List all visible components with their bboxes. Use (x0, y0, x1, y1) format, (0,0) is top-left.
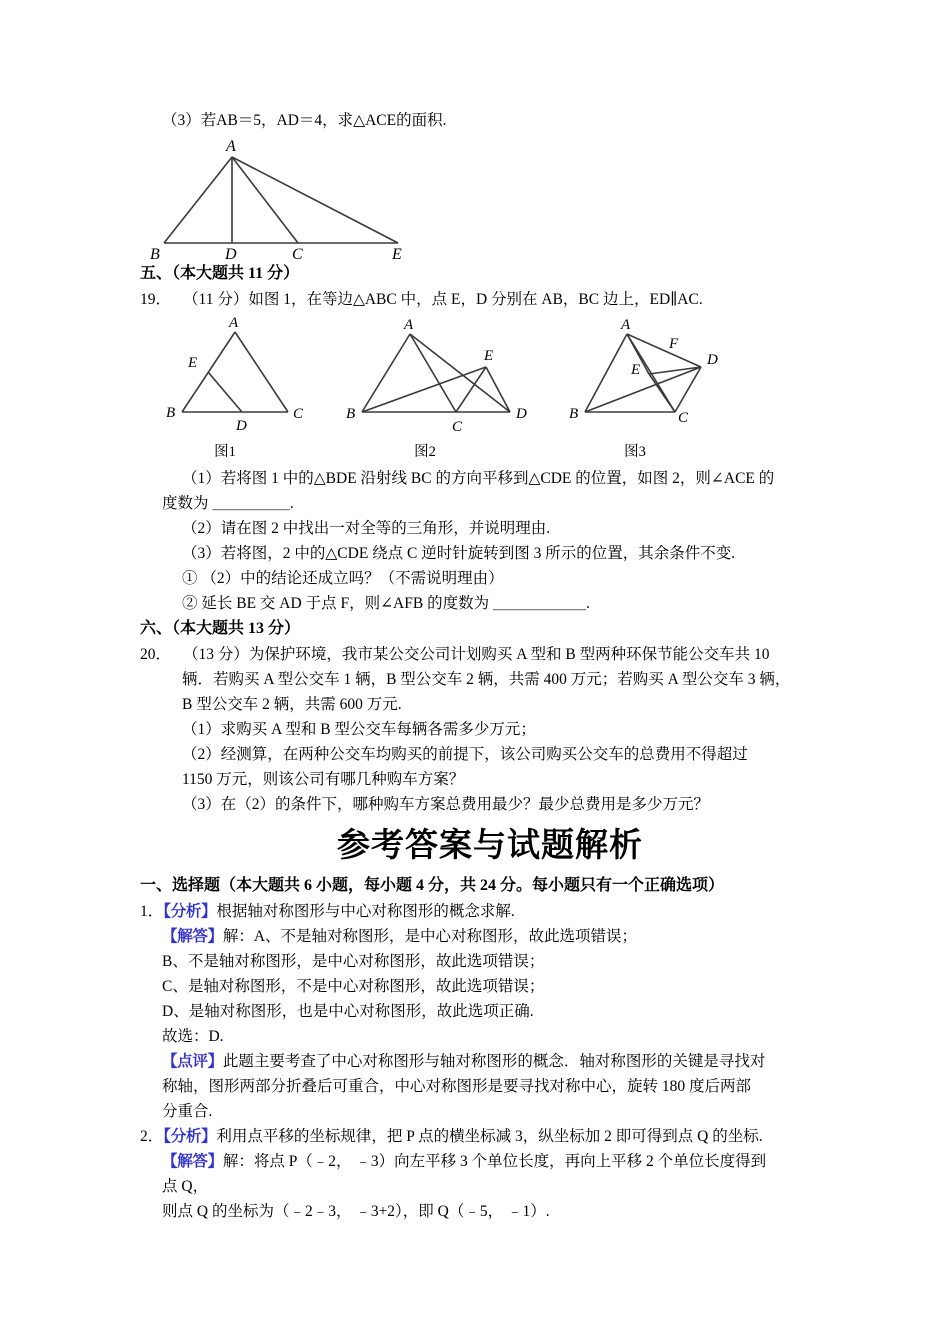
answer-2-answer-line (140, 1149, 840, 1174)
figure-2-label-E: E (484, 348, 494, 364)
question-20-line-2: 辆．若购买 A 型公交车 1 辆，B 型公交车 2 辆，共需 400 万元；若购买 A 型公交车 3 辆， (182, 671, 791, 688)
figure-captions-row (140, 440, 840, 466)
analysis-marker: 【分析】 (163, 903, 217, 920)
figure-1-caption: 图1 (214, 444, 236, 460)
q19-part-3-sub2: ② 延长 BE 交 AD 于点 F，则∠AFB 的度数为 ＿＿＿＿＿＿. (182, 595, 590, 612)
figure-label-A: A (226, 138, 236, 155)
answer-1-analysis-line (140, 899, 840, 924)
figure-1-label-C: C (293, 406, 304, 422)
answer-1-analysis-text: 根据轴对称图形与中心对称图形的概念求解. (216, 903, 515, 920)
question-20-line-1 (140, 642, 840, 667)
question-20-part-2b: 1150 万元，则该公司有哪几种购车方案？ (182, 771, 465, 788)
figure-1-label-A: A (229, 315, 239, 331)
q19-part-2: （2）请在图 2 中找出一对全等的三角形，并说明理由. (182, 520, 551, 537)
page-content (140, 108, 840, 1224)
question-20-number: 20． (140, 646, 172, 663)
figure-label-D: D (225, 246, 237, 261)
answer-1-comment-line-3: 分重合. (162, 1103, 213, 1120)
question-19-stem: （11 分）如图 1，在等边△ABC 中，点 E，D 分别在 AB，BC 边上，ED∥AC. (183, 291, 703, 308)
answer-1-comment-line (140, 1049, 840, 1074)
figure-3-label-B: B (569, 406, 579, 422)
figure-triangle-abdce-svg (140, 135, 440, 261)
figure-1-label-D: D (236, 418, 247, 434)
answer-2-analysis-line (140, 1124, 840, 1149)
comment-marker: 【点评】 (162, 1053, 223, 1070)
question-19-number: 19． (140, 291, 172, 308)
figure-2-label-B: B (346, 406, 356, 422)
answers-section-heading: 一、选择题（本大题共 6 小题，每小题 4 分，共 24 分。每小题只有一个正确选项） (140, 877, 725, 894)
figure-3-label-C: C (678, 410, 689, 426)
answer-1-comment-line-2: 称轴，图形两部分折叠后可重合，中心对称图形是要寻找对称中心，旋转 180 度后两部 (162, 1078, 752, 1095)
answer-1-answer-line-2: B、不是轴对称图形，是中心对称图形，故此选项错误； (162, 953, 545, 970)
question-19-line (140, 287, 840, 312)
figure-3 (565, 312, 755, 437)
q19-part-1a: （1）若将图 1 中的△BDE 沿射线 BC 的方向平移到△CDE 的位置，如图 2，则∠ACE 的 (182, 470, 775, 487)
figure-label-B: B (150, 246, 160, 261)
question-20-part-3: （3）在（2）的条件下，哪种购车方案总费用最少？最少总费用是多少万元？ (182, 796, 710, 813)
answer-1-answer-text-1: 解：A、不是轴对称图形，是中心对称图形，故此选项错误； (222, 928, 638, 945)
figure-3-label-D: D (707, 352, 718, 368)
figure-3-svg (565, 312, 755, 437)
answer-2-answer-line-3: 则点 Q 的坐标为（﹣2﹣3， ﹣3+2），即 Q（﹣5， ﹣1）. (162, 1203, 550, 1220)
figures-row (140, 312, 840, 440)
question-20-text-1: （13 分）为保护环境，我市某公交公司计划购买 A 型和 B 型两种环保节能公交车共 10 (183, 646, 770, 663)
figure-2-label-C: C (452, 419, 463, 435)
answer-2-number: 2． (140, 1128, 164, 1145)
answers-title: 参考答案与试题解析 (337, 825, 643, 864)
figure-2-label-A: A (404, 317, 414, 333)
figure-3-label-A: A (621, 317, 631, 333)
question-20-part-1: （1）求购买 A 型和 B 型公交车每辆各需多少万元； (182, 721, 536, 738)
answer-marker: 【解答】 (162, 928, 223, 945)
q19-part-3: （3）若将图，2 中的△CDE 绕点 C 逆时针旋转到图 3 所示的位置，其余条件不变. (182, 545, 736, 562)
figure-1-label-E: E (188, 355, 198, 371)
figure-2-label-D: D (516, 406, 527, 422)
answer-1-comment-text-1: 此题主要考查了中心对称图形与轴对称图形的概念．轴对称图形的关键是寻找对 (222, 1053, 766, 1070)
figure-2-svg (340, 312, 540, 437)
figure-label-C: C (292, 246, 303, 261)
figure-3-label-F: F (669, 336, 679, 352)
figure-3-caption: 图3 (624, 444, 646, 460)
top-question-line: （3）若AB＝5，AD＝4，求△ACE的面积. (162, 112, 447, 129)
figure-2 (340, 312, 540, 437)
answer-marker: 【解答】 (162, 1153, 223, 1170)
analysis-marker: 【分析】 (163, 1128, 217, 1145)
figure-1 (160, 312, 320, 437)
figure-1-svg (160, 312, 320, 437)
answer-2-answer-text-1: 解：将点 P（﹣2， ﹣3）向左平移 3 个单位长度，再向上平移 2 个单位长度得到 (222, 1153, 767, 1170)
section-six-heading: 六、（本大题共 13 分） (140, 620, 301, 637)
answer-1-number: 1． (140, 903, 164, 920)
answer-1-answer-line-3: C、是轴对称图形，不是中心对称图形，故此选项错误； (162, 978, 545, 995)
section-five-heading: 五、（本大题共 11 分） (140, 265, 300, 282)
answer-2-analysis-text: 利用点平移的坐标规律，把 P 点的横坐标减 3，纵坐标加 2 即可得到点 Q 的坐标. (216, 1128, 763, 1145)
q19-part-1b: 度数为 ＿＿＿＿＿. (162, 495, 294, 512)
figure-label-E: E (392, 246, 402, 261)
answer-2-answer-line-2: 点 Q， (162, 1178, 209, 1195)
answer-1-answer-line (140, 924, 840, 949)
figure-3-label-E: E (631, 362, 641, 378)
q19-part-3-sub1: ① （2）中的结论还成立吗？（不需说明理由） (182, 570, 504, 587)
figure-triangle-abdce (140, 135, 840, 261)
question-20-line-3: B 型公交车 2 辆，共需 600 万元. (182, 696, 402, 713)
answer-1-answer-line-5: 故选：D. (162, 1028, 224, 1045)
answer-1-answer-line-4: D、是轴对称图形，也是中心对称图形，故此选项正确. (162, 1003, 534, 1020)
figure-1-label-B: B (166, 405, 176, 421)
figure-2-caption: 图2 (414, 444, 436, 460)
question-20-part-2a: （2）经测算，在两种公交车均购买的前提下，该公司购买公交车的总费用不得超过 (182, 746, 748, 763)
